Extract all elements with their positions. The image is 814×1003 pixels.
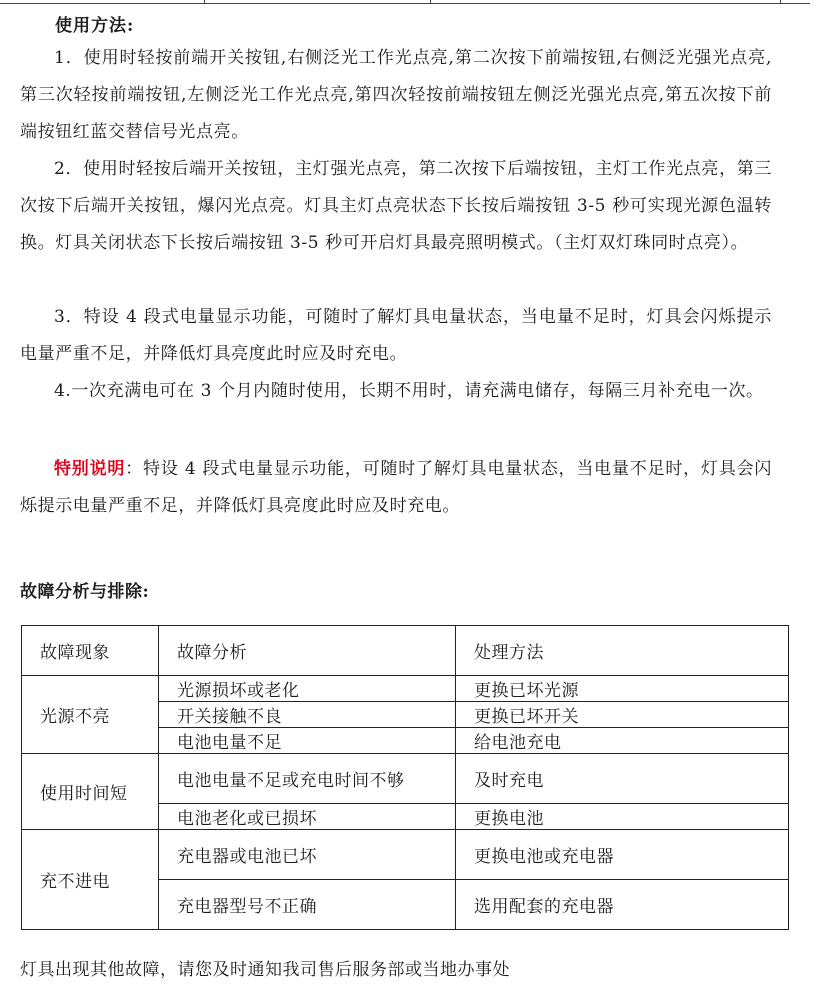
table-row [22,830,789,880]
symptom-cell: 光源不亮 [22,676,159,754]
symptom-cell: 充不进电 [22,830,159,930]
top-border-line [0,0,810,4]
symptom-cell: 使用时间短 [22,754,159,830]
table-row [22,676,789,702]
usage-paragraph-1: 1．使用时轻按前端开关按钮,右侧泛光工作光点亮,第二次按下前端按钮,右侧泛光强光点亮,第三次轻按前端按钮,左侧泛光工作光点亮,第四次轻按前端按钮左侧泛光强光点亮,第五次按下前端按钮红蓝交替信号光点亮。 [20,48,772,142]
footer-note: 灯具出现其他故障，请您及时通知我司售后服务部或当地办事处 [20,960,510,980]
fault-heading: 故障分析与排除: [20,582,150,602]
fix-cell: 更换已坏光源 [456,676,789,702]
fix-cell: 更换已坏开关 [456,702,789,728]
special-note-label: 特别说明 [54,459,126,479]
table-header-row [22,626,789,676]
usage-paragraph-4: 4.一次充满电可在 3 个月内随时使用，长期不用时，请充满电储存，每隔三月补充电一次。 [54,381,764,401]
cause-cell: 开关接触不良 [159,702,456,728]
fix-cell: 更换电池或充电器 [456,830,789,880]
special-note-text: ：特设 4 段式电量显示功能，可随时了解灯具电量状态，当电量不足时，灯具会闪烁提示电量严重不足，并降低灯具亮度此时应及时充电。 [20,459,772,516]
header-cause: 故障分析 [159,626,456,676]
fault-table [21,625,789,930]
usage-heading: 使用方法: [55,16,135,36]
header-symptom: 故障现象 [22,626,159,676]
cause-cell: 电池电量不足 [159,728,456,754]
cause-cell: 光源损坏或老化 [159,676,456,702]
fix-cell: 及时充电 [456,754,789,804]
fix-cell: 给电池充电 [456,728,789,754]
cause-cell: 充电器型号不正确 [159,880,456,930]
cause-cell: 电池老化或已损坏 [159,804,456,830]
cause-cell: 电池电量不足或充电时间不够 [159,754,456,804]
top-table-border-fragment [0,0,814,8]
top-border-tick [780,0,781,4]
header-fix: 处理方法 [456,626,789,676]
table-row [22,754,789,804]
cause-cell: 充电器或电池已坏 [159,830,456,880]
fix-cell: 选用配套的充电器 [456,880,789,930]
usage-paragraph-2: 2．使用时轻按后端开关按钮，主灯强光点亮，第二次按下后端按钮，主灯工作光点亮，第三次按下后端开关按钮，爆闪光点亮。灯具主灯点亮状态下长按后端按钮 3-5 秒可实现光源色温转换。灯具关闭状态下长按后端按钮 3-5 秒可开启灯具最亮照明模式。（主灯双灯珠同时点亮）。 [20,159,772,253]
top-border-tick [204,0,205,4]
special-note [20,451,772,525]
top-border-tick [430,0,431,4]
usage-paragraph-3: 3．特设 4 段式电量显示功能，可随时了解灯具电量状态，当电量不足时，灯具会闪烁提示电量严重不足，并降低灯具亮度此时应及时充电。 [20,307,772,364]
fix-cell: 更换电池 [456,804,789,830]
